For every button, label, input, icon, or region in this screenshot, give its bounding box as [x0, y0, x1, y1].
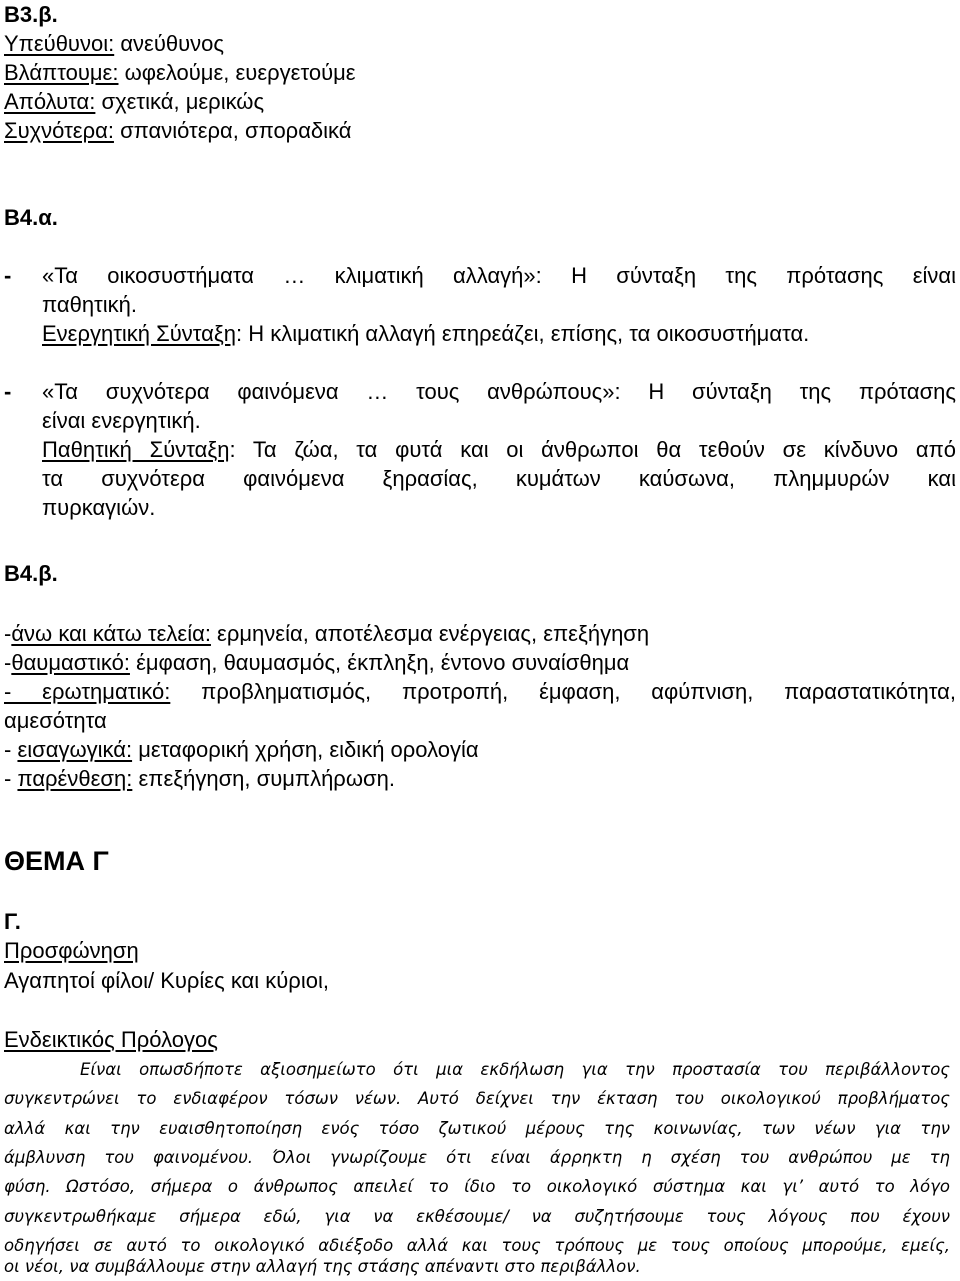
value: επεξήγηση, συμπλήρωση. — [132, 766, 395, 791]
prologue-line: αλλά και την ευαισθητοποίηση ενός τόσο ζωτικού μέρους της κοινωνίας, των νέων για την — [4, 1119, 950, 1138]
term: θαυμαστικό: — [11, 650, 130, 675]
section-heading-b4b: Β4.β. — [4, 561, 58, 586]
address-label: Προσφώνηση — [4, 938, 139, 963]
term: παρένθεση: — [17, 766, 133, 791]
punctuation-item — [4, 677, 956, 706]
prologue-line: συγκεντρώνει το ενδιαφέρον τόσων νέων. Αυτό δείχνει την έκταση του οικολογικού προβλήματος — [4, 1089, 950, 1108]
part-title: ΘΕΜΑ Γ — [4, 846, 109, 876]
term: - ερωτηματικό: — [4, 679, 171, 704]
label: Παθητική Σύνταξη — [42, 437, 230, 462]
passive-voice-rewrite-cont: τα συχνότερα φαινόμενα ξηρασίας, κυμάτων καύσωνα, πλημμυρών και — [42, 466, 956, 491]
value: ωφελούμε, ευεργετούμε — [118, 60, 356, 85]
antonym-item — [4, 116, 352, 145]
value: σχετικά, μερικώς — [95, 89, 265, 114]
term: εισαγωγικά: — [17, 737, 133, 762]
passive-voice-rewrite-cont: πυρκαγιών. — [42, 495, 156, 520]
active-voice-rewrite — [42, 319, 809, 348]
antonym-item — [4, 87, 264, 116]
value: μεταφορική χρήση, ειδική ορολογία — [132, 737, 479, 762]
value: ερμηνεία, αποτέλεσμα ενέργειας, επεξήγηση — [210, 621, 650, 646]
label: Ενεργητική Σύνταξη — [42, 321, 236, 346]
value: ανεύθυνος — [114, 31, 224, 56]
punctuation-item — [4, 648, 629, 677]
section-heading-b4a: Β4.α. — [4, 205, 58, 230]
prefix: - — [4, 650, 12, 675]
text: : Τα ζώα, τα φυτά και οι άνθρωποι θα τεθούν σε κίνδυνο από — [229, 437, 956, 462]
address-text: Αγαπητοί φίλοι/ Κυρίες και κύριοι, — [4, 968, 329, 993]
prologue-line: οδηγήσει σε αυτό το οικολογικό αδιέξοδο αλλά και τους τρόπους με τους οποίους μπορούμε, εμείς, — [4, 1236, 950, 1255]
antonym-item — [4, 58, 356, 87]
punctuation-item — [4, 764, 395, 793]
prefix: - — [4, 621, 12, 646]
syntax-statement-cont: παθητική. — [42, 292, 137, 317]
punctuation-item — [4, 619, 649, 648]
prologue-line: Είναι οπωσδήποτε αξιοσημείωτο ότι μια εκδήλωση για την προστασία του περιβάλλοντος — [80, 1060, 950, 1079]
term: Υπεύθυνοι: — [4, 31, 115, 56]
prefix: - — [4, 766, 18, 791]
prologue-line: φύση. Ωστόσο, σήμερα ο άνθρωπος απειλεί το ίδιο το οικολογικό σύστημα και γι’ αυτό το λόγο — [4, 1177, 950, 1196]
syntax-statement: «Τα οικοσυστήματα … κλιματική αλλαγή»: Η σύνταξη της πρότασης είναι — [42, 263, 956, 288]
value: προβληματισμός, προτροπή, έμφαση, αφύπνιση, παραστατικότητα, — [170, 679, 956, 704]
syntax-statement: «Τα συχνότερα φαινόμενα … τους ανθρώπους»: Η σύνταξη της πρότασης — [42, 379, 956, 404]
prologue-line: άμβλυνση του φαινομένου. Όλοι γνωρίζουμε ότι είναι άρρηκτη η σχέση του ανθρώπου με τη — [4, 1148, 950, 1167]
list-dash: - — [4, 263, 12, 288]
antonym-item — [4, 29, 224, 58]
prologue-line: συγκεντρωθήκαμε σήμερα εδώ, για να εκθέσουμε/ να συζητήσουμε τους λόγους που έχουν — [4, 1207, 950, 1226]
term: Απόλυτα: — [4, 89, 96, 114]
value: έμφαση, θαυμασμός, έκπληξη, έντονο συναίσθημα — [129, 650, 630, 675]
value: σπανιότερα, σποραδικά — [113, 118, 352, 143]
prologue-line: οι νέοι, να συμβάλλουμε στην αλλαγή της στάσης απέναντι στο περιβάλλον. — [4, 1257, 641, 1276]
prologue-label: Ενδεικτικός Πρόλογος — [4, 1027, 218, 1052]
syntax-statement-cont: είναι ενεργητική. — [42, 408, 201, 433]
passive-voice-rewrite — [42, 435, 956, 464]
term: Βλάπτουμε: — [4, 60, 119, 85]
punctuation-item — [4, 735, 479, 764]
prefix: - — [4, 737, 18, 762]
list-dash: - — [4, 379, 12, 404]
section-heading-b3b: Β3.β. — [4, 2, 58, 27]
term: Συχνότερα: — [4, 118, 114, 143]
text: : Η κλιματική αλλαγή επηρεάζει, επίσης, τα οικοσυστήματα. — [235, 321, 810, 346]
punctuation-item-cont: αμεσότητα — [4, 708, 107, 733]
subsection-heading: Γ. — [4, 909, 21, 934]
term: άνω και κάτω τελεία: — [11, 621, 211, 646]
